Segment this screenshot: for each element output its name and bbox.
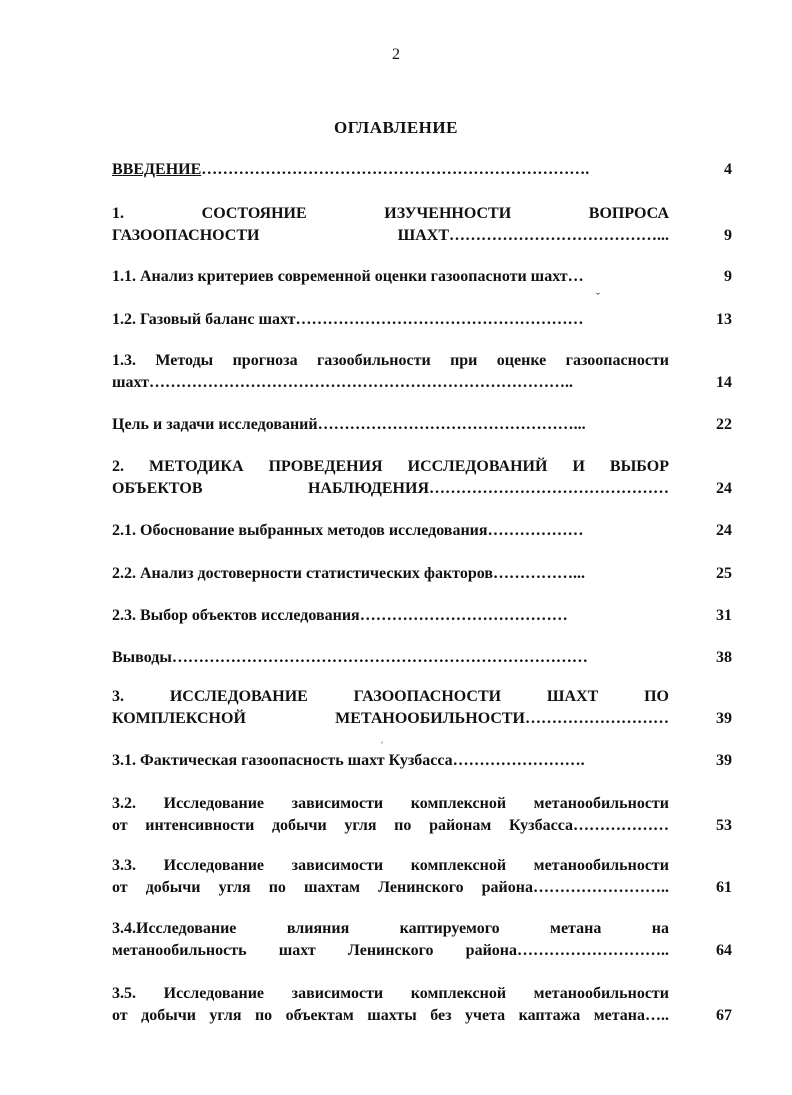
toc-entry-title <box>112 456 669 500</box>
toc-entry-page: 25 <box>716 565 732 582</box>
toc-entry-page: 61 <box>716 879 732 896</box>
toc-entry-page: 4 <box>724 161 732 178</box>
toc-entry <box>112 605 732 627</box>
toc-entry-title <box>112 203 669 247</box>
toc-entry <box>112 793 732 837</box>
toc-entry-line: ОБЪЕКТОВ НАБЛЮДЕНИЯ……………………………………… <box>112 480 669 497</box>
toc-entry-page: 39 <box>716 752 732 769</box>
toc-entry <box>112 414 732 436</box>
toc-entry-page: 53 <box>716 817 732 834</box>
toc-entry-line: 1. СОСТОЯНИЕ ИЗУЧЕННОСТИ ВОПРОСА <box>112 205 669 222</box>
toc-entry-line: 3.2. Исследование зависимости комплексной метанообильности <box>112 795 669 812</box>
toc-entry-line: КОМПЛЕКСНОЙ МЕТАНООБИЛЬНОСТИ……………………… <box>112 710 669 727</box>
toc-entry-line: 2.2. Анализ достоверности статистических факторов……………... <box>112 565 585 582</box>
toc-entry-line: 2. МЕТОДИКА ПРОВЕДЕНИЯ ИССЛЕДОВАНИЙ И ВЫБОР <box>112 458 669 475</box>
toc-entry-line: от добычи угля по шахтам Ленинского района…………………….. <box>112 879 669 896</box>
toc-entry-title <box>112 918 669 962</box>
toc-entry-line: 2.3. Выбор объектов исследования………………………………… <box>112 607 568 624</box>
toc-entry-line: ВВЕДЕНИЕ………………………………………………………………. <box>112 161 590 178</box>
toc-entry-page: 24 <box>716 522 732 539</box>
scan-mark: ˇ <box>596 290 600 304</box>
toc-entry-line: 3.4.Исследование влияния каптируемого метана на <box>112 920 669 937</box>
toc-entry-title <box>112 563 669 585</box>
toc-entry-page: 9 <box>724 227 732 244</box>
toc-entry <box>112 686 732 730</box>
toc-entry-title <box>112 350 669 394</box>
toc-entry-line: от интенсивности добычи угля по районам Кузбасса……………… <box>112 817 669 834</box>
toc-entry-line: 3.5. Исследование зависимости комплексной метанообильности <box>112 985 669 1002</box>
toc-entry <box>112 855 732 899</box>
toc-entry-title <box>112 793 669 837</box>
toc-entry-line: 1.1. Анализ критериев современной оценки газоопасноти шахт… <box>112 268 584 285</box>
toc-entry-title <box>112 159 669 181</box>
toc-entry-title <box>112 520 669 542</box>
toc-entry-page: 13 <box>716 311 732 328</box>
toc-entry <box>112 563 732 585</box>
scan-mark: ˌ <box>380 730 384 744</box>
toc-entry <box>112 647 732 669</box>
toc-entry-line: ГАЗООПАСНОСТИ ШАХТ…………………………………... <box>112 227 669 244</box>
toc-entry-line: Выводы…………………………………………………………………… <box>112 649 588 666</box>
toc-entry-title <box>112 605 669 627</box>
toc-entry <box>112 918 732 962</box>
toc-entry-page: 9 <box>724 268 732 285</box>
toc-entry-page: 24 <box>716 480 732 497</box>
toc-entry-title <box>112 750 669 772</box>
toc-entry-page: 31 <box>716 607 732 624</box>
toc-entry-title <box>112 855 669 899</box>
toc-entry <box>112 203 732 247</box>
toc-entry-line: 3.3. Исследование зависимости комплексной метанообильности <box>112 857 669 874</box>
toc-entry-page: 22 <box>716 416 732 433</box>
toc-entry-page: 38 <box>716 649 732 666</box>
toc-entry-title <box>112 266 669 288</box>
toc-entry <box>112 309 732 331</box>
toc-entry-page: 39 <box>716 710 732 727</box>
toc-entry-line: 3.1. Фактическая газоопасность шахт Кузбасса……………………. <box>112 752 585 769</box>
toc-entry-line: шахт…………………………………………………………………….. <box>112 374 573 391</box>
toc-entry <box>112 456 732 500</box>
toc-entry-line: 1.3. Методы прогноза газообильности при оценке газоопасности <box>112 352 669 369</box>
toc-entry-line: 2.1. Обоснование выбранных методов исследования……………… <box>112 522 584 539</box>
toc-entry-line: метанообильность шахт Ленинского района……………………….. <box>112 942 669 959</box>
toc-entry <box>112 159 732 181</box>
toc-entry <box>112 750 732 772</box>
toc-entry <box>112 520 732 542</box>
toc-entry-title <box>112 414 669 436</box>
toc-entry-line: 1.2. Газовый баланс шахт……………………………………………… <box>112 311 584 328</box>
page-number: 2 <box>392 46 400 63</box>
toc-entry-line: Цель и задачи исследований…………………………………………... <box>112 416 586 433</box>
toc-entry-title <box>112 647 669 669</box>
toc-title: ОГЛАВЛЕНИЕ <box>334 118 458 137</box>
toc-entry-title <box>112 686 669 730</box>
toc-entry-title <box>112 309 669 331</box>
toc-entry-line: 3. ИССЛЕДОВАНИЕ ГАЗООПАСНОСТИ ШАХТ ПО <box>112 688 669 705</box>
toc-entry <box>112 350 732 394</box>
toc-entry-page: 67 <box>716 1007 732 1024</box>
toc-entry-line: от добычи угля по объектам шахты без учета каптажа метана….. <box>112 1007 669 1024</box>
toc-entry <box>112 266 732 288</box>
toc-entry-title <box>112 983 669 1027</box>
toc-entry <box>112 983 732 1027</box>
toc-entry-page: 14 <box>716 374 732 391</box>
toc-entry-page: 64 <box>716 942 732 959</box>
